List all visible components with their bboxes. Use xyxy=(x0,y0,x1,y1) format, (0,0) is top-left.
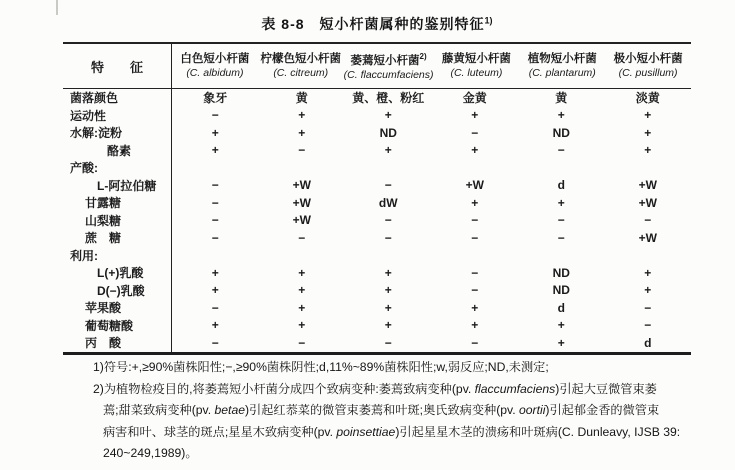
value-cell: + xyxy=(211,143,219,158)
value-cell: + xyxy=(471,300,479,315)
value-cell: − xyxy=(471,265,479,280)
value-cell: +W xyxy=(465,178,484,193)
value-cell: − xyxy=(471,283,479,298)
value-cell: − xyxy=(211,213,219,228)
species-name-cn: 植物短小杆菌 xyxy=(527,53,597,65)
feature-label: 甘露糖 xyxy=(63,194,172,212)
value-cell: − xyxy=(644,213,652,228)
species-name-cn: 极小短小杆菌 xyxy=(613,53,683,65)
value-cell: − xyxy=(557,143,565,158)
pathovar-name-italic: oortii xyxy=(519,403,546,417)
table-row xyxy=(63,317,691,335)
table-title xyxy=(63,14,691,34)
value-cell: − xyxy=(557,213,565,228)
feature-label: 水解:淀粉 xyxy=(63,124,172,142)
value-cell: + xyxy=(557,335,565,350)
value-cell: +W xyxy=(292,213,311,228)
feature-label: L-阿拉伯糖 xyxy=(63,177,172,195)
value-cell: + xyxy=(384,300,392,315)
value-cell: − xyxy=(211,178,219,193)
footnote-text: 2)为植物检疫目的,将萎蔫短小杆菌分成四个致病变种:萎蔫致病变种(pv. xyxy=(93,381,475,396)
value-cell: +W xyxy=(292,195,311,210)
value-cell: − xyxy=(211,335,219,350)
value-cell: d xyxy=(644,335,652,350)
value-cell: ND xyxy=(552,125,570,140)
value-cell: + xyxy=(557,108,565,123)
species-name-cn: 萎蔫短小杆菌$^{2)}$ xyxy=(350,52,427,67)
species-column-header xyxy=(434,44,520,88)
value-cell: + xyxy=(298,125,306,140)
value-cell: ND xyxy=(552,265,570,280)
value-cell: + xyxy=(298,283,306,298)
footnote-text: )引起郁金香的微管束 xyxy=(545,403,660,417)
value-cell: + xyxy=(557,195,565,210)
row-values xyxy=(172,299,691,317)
footnotes xyxy=(93,357,718,465)
row-values xyxy=(172,194,691,212)
value-cell: + xyxy=(211,265,219,280)
value-cell: + xyxy=(384,108,392,123)
species-column-header xyxy=(344,44,434,88)
value-cell: dW xyxy=(378,195,398,210)
feature-label: 葡萄糖酸 xyxy=(63,317,172,335)
row-values xyxy=(172,107,691,125)
value-cell: − xyxy=(211,230,219,245)
footnote-text: 240~249,1989)。 xyxy=(103,446,198,460)
pathovar-name-italic: betae xyxy=(214,403,245,417)
value-cell: − xyxy=(644,300,652,315)
value-cell: + xyxy=(211,125,219,140)
row-values xyxy=(172,124,691,142)
value-cell: + xyxy=(298,265,306,280)
row-values xyxy=(172,142,691,160)
pathovar-name-italic: poinsettiae xyxy=(336,424,396,439)
table-row xyxy=(63,334,691,352)
table-row xyxy=(63,89,691,107)
footnote-line xyxy=(93,357,718,379)
feature-label: 丙 酸 xyxy=(63,334,172,352)
value-cell: + xyxy=(644,108,652,123)
value-cell: 象牙 xyxy=(203,91,228,106)
species-name-cn: 柠檬色短小杆菌 xyxy=(260,53,341,65)
feature-label: 蔗 糖 xyxy=(63,229,172,247)
table-row xyxy=(63,212,691,230)
value-cell: +W xyxy=(638,230,657,245)
table-row xyxy=(63,229,691,247)
row-values xyxy=(172,317,691,335)
table-row xyxy=(63,282,691,300)
table-header-row xyxy=(63,44,691,89)
table-title-footnote-marker: 1) xyxy=(484,15,493,26)
species-footnote-marker: 2) xyxy=(419,52,427,62)
table-row xyxy=(63,264,691,282)
value-cell: + xyxy=(384,143,392,158)
footnote-text: )引起星星木茎的溃疡和叶斑病(C. Dunleavy, IJSB 39: xyxy=(395,424,681,439)
feature-label: D(−)乳酸 xyxy=(63,282,172,300)
value-cell: − xyxy=(471,125,479,140)
table-body xyxy=(63,89,691,352)
value-cell: + xyxy=(644,265,652,280)
species-name-latin: (C. flaccumfaciens) xyxy=(343,68,434,81)
value-cell: − xyxy=(384,178,392,193)
feature-column-header: 特 征 xyxy=(63,44,172,88)
value-cell: − xyxy=(298,335,306,350)
species-name-cn: 白色短小杆菌 xyxy=(180,53,250,65)
table-row xyxy=(63,194,691,212)
table-row xyxy=(63,247,691,265)
characteristics-table xyxy=(63,42,691,355)
species-name-latin: (C. albidum) xyxy=(186,67,244,79)
value-cell: 黄 xyxy=(295,91,308,106)
footnote-text: 蔫;甜菜致病变种(pv. xyxy=(103,403,215,417)
footnote-line xyxy=(93,422,718,444)
value-cell: − xyxy=(557,230,565,245)
species-column-headers xyxy=(172,44,691,88)
value-cell: + xyxy=(471,108,479,123)
footnote-text: 1)符号:+,≥90%菌株阳性;−,≥90%菌株阴性;d,11%~89%菌株阳性;w,弱反应;ND,未测定; xyxy=(93,360,549,374)
value-cell: d xyxy=(557,300,565,315)
value-cell: − xyxy=(384,213,392,228)
footnote-line xyxy=(93,379,718,401)
feature-label: 苹果酸 xyxy=(63,299,172,317)
species-column-header xyxy=(519,44,605,88)
value-cell: +W xyxy=(638,178,657,193)
value-cell: + xyxy=(644,143,652,158)
value-cell: − xyxy=(384,230,392,245)
species-name-cn: 藤黄短小杆菌 xyxy=(441,53,511,65)
footnote-line xyxy=(93,400,718,422)
value-cell: − xyxy=(211,195,219,210)
feature-label: 菌落颜色 xyxy=(63,89,172,107)
value-cell: − xyxy=(471,213,479,228)
value-cell: + xyxy=(298,108,306,123)
value-cell: 黄、橙、粉红 xyxy=(352,91,425,106)
footnote-line xyxy=(93,443,718,465)
value-cell: + xyxy=(384,265,392,280)
value-cell: − xyxy=(211,108,219,123)
value-cell: +W xyxy=(638,195,657,210)
species-name-latin: (C. citreum) xyxy=(273,67,329,79)
feature-label: 产酸: xyxy=(63,159,172,177)
table-row xyxy=(63,142,691,160)
species-column-header xyxy=(605,44,691,88)
table-row xyxy=(63,177,691,195)
value-cell: + xyxy=(384,318,392,333)
feature-label: 山梨糖 xyxy=(63,212,172,230)
value-cell: + xyxy=(471,318,479,333)
value-cell: ND xyxy=(379,125,397,140)
value-cell: + xyxy=(298,300,306,315)
table-row xyxy=(63,299,691,317)
value-cell: + xyxy=(644,125,652,140)
value-cell: 金黄 xyxy=(462,91,487,106)
value-cell: − xyxy=(384,335,392,350)
scan-artifact xyxy=(56,0,58,15)
species-column-header xyxy=(258,44,344,88)
value-cell: + xyxy=(298,318,306,333)
table-row xyxy=(63,159,691,177)
value-cell: − xyxy=(471,335,479,350)
species-column-header xyxy=(172,44,258,88)
value-cell: − xyxy=(298,143,306,158)
value-cell: d xyxy=(557,178,565,193)
row-values xyxy=(172,264,691,282)
species-name-latin: (C. luteum) xyxy=(450,67,503,79)
value-cell: + xyxy=(644,283,652,298)
row-values xyxy=(172,247,691,265)
row-values xyxy=(172,282,691,300)
species-name-latin: (C. plantarum) xyxy=(528,67,596,79)
value-cell: 黄 xyxy=(555,91,568,106)
footnote-text: )引起红菾菜的微管束萎蔫和叶斑;奥氏致病变种(pv. xyxy=(245,403,519,417)
value-cell: +W xyxy=(292,178,311,193)
pathovar-name-italic: flaccumfaciens xyxy=(474,381,556,396)
row-values xyxy=(172,334,691,352)
footnote-text: 病害和叶、球茎的斑点;星星木致病变种(pv. xyxy=(103,424,337,439)
table-row xyxy=(63,107,691,125)
feature-label: 酪素 xyxy=(63,142,172,160)
value-cell: + xyxy=(557,318,565,333)
footnote-text: )引起大豆微管束萎 xyxy=(555,381,657,396)
species-name-latin: (C. pusillum) xyxy=(618,67,678,79)
row-values xyxy=(172,212,691,230)
value-cell: + xyxy=(471,143,479,158)
value-cell: + xyxy=(384,283,392,298)
value-cell: + xyxy=(211,318,219,333)
row-values xyxy=(172,177,691,195)
value-cell: + xyxy=(211,283,219,298)
feature-label: 利用: xyxy=(63,247,172,265)
value-cell: − xyxy=(211,300,219,315)
value-cell: 淡黄 xyxy=(635,91,660,106)
value-cell: + xyxy=(471,195,479,210)
table-row xyxy=(63,124,691,142)
feature-label: 运动性 xyxy=(63,107,172,125)
feature-label: L(+)乳酸 xyxy=(63,264,172,282)
row-values xyxy=(172,89,691,107)
row-values xyxy=(172,159,691,177)
value-cell: − xyxy=(644,318,652,333)
value-cell: − xyxy=(298,230,306,245)
value-cell: ND xyxy=(552,283,570,298)
value-cell: − xyxy=(471,230,479,245)
row-values xyxy=(172,229,691,247)
table-title-text: 表 8-8 短小杆菌属种的鉴别特征 xyxy=(261,16,485,32)
